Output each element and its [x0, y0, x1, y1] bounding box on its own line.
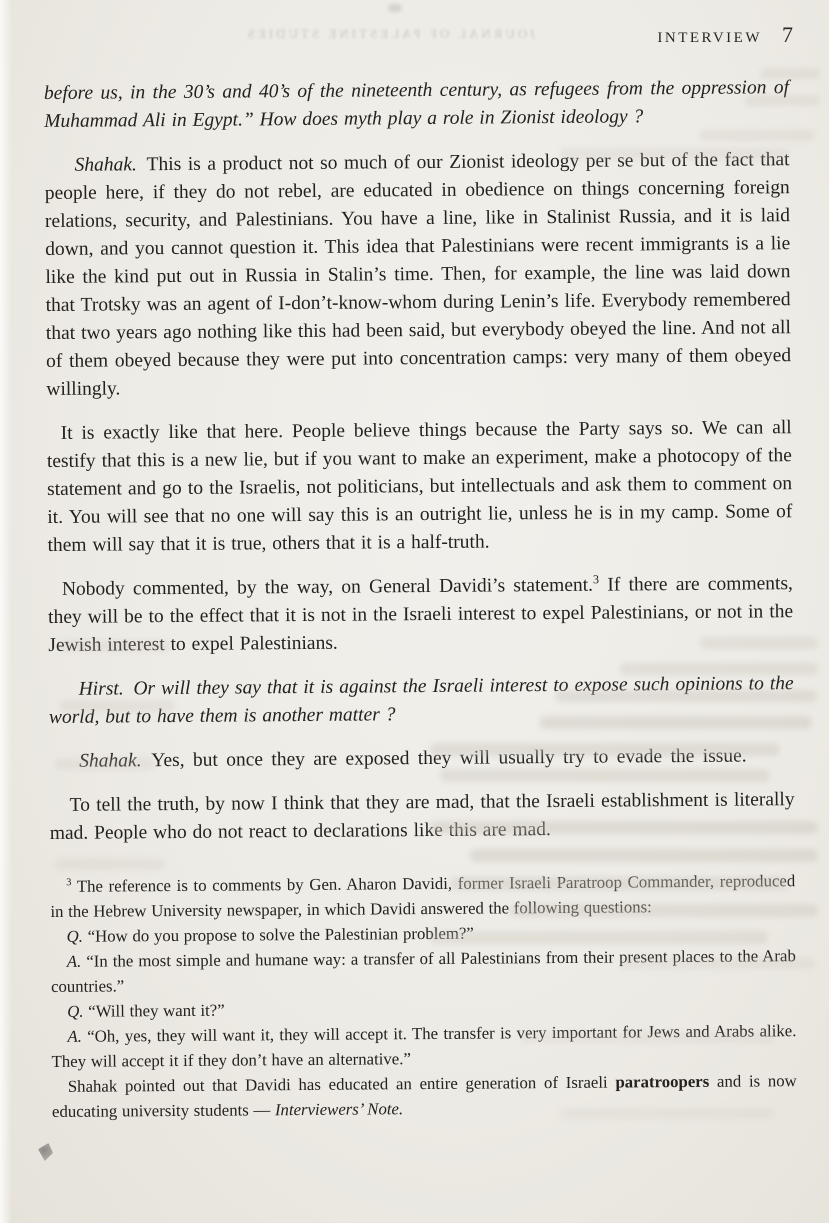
bleedthrough-artifact — [555, 690, 817, 702]
text-segment: Nobody commented, by the way, on General Davidi’s statement. — [61, 574, 594, 600]
text-segment: Shahak pointed out that Davidi has educated an entire generation of Israeli — [67, 1072, 616, 1096]
text-segment: Q. — [67, 1001, 84, 1021]
scan-edge — [0, 0, 12, 1223]
bleedthrough-artifact — [470, 849, 818, 862]
text-segment: This is a product not so much of our Zionist ideology per se but of the fact that people here, if they do not rebel, are educated in obedience on things concerning foreign relations, security, and Palestinians. You have a line, like in Stalinist Russia, and it is laid down, and you cannot question it. This idea that Palestinians were recent immigrants is a lie like the kind put out in Russia in Stalin’s time. Then, for example, the line was laid down that Trotsky was an agent of I-don’t-know-whom during Lenin’s life. Everybody remembered that two years ago nothing like this had been said, but everybody obeyed the line. And not all of them obeyed because they were put into concentration camps: very many of them obeyed willingly. — [44, 149, 792, 401]
text-segment: “In the most simple and humane way: a transfer of all Palestinians from their present places to the Arab countries.” — [50, 946, 796, 996]
bleedthrough-artifact — [55, 758, 155, 770]
running-title: INTERVIEW — [657, 30, 762, 46]
text-segment: “Oh, yes, they will want it, they will accept it. The transfer is very important for Jews and Arabs alike. They will accept it if they don’t have an alternative.” — [51, 1021, 797, 1071]
text-segment: The reference is to comments by Gen. Aharon Davidi, former Israeli Paratroop Commander, reproduced in the Hebrew University newspaper, in which Davidi answered the following questions: — [50, 871, 796, 921]
shahak-answer-1 — [44, 146, 791, 404]
text-segment: Or will they say that it is against the Israeli interest to expose such opinions to the world, but to have them is another matter ? — [48, 673, 794, 728]
bleedthrough-artifact — [560, 148, 790, 160]
footnote-answer-2 — [51, 1018, 796, 1074]
text-segment: To tell the truth, by now I think that they are mad, that the Israeli establishment is literally mad. People who do not react to declarations like this are mad. — [49, 789, 795, 844]
page-number: 7 — [782, 22, 793, 47]
scan-smudge — [388, 4, 402, 12]
text-segment: and is now educating university students — — [51, 1071, 797, 1121]
bleedthrough-artifact — [510, 904, 818, 917]
footnote-answer-1 — [51, 943, 796, 999]
ink-smudge — [38, 1143, 53, 1161]
text-segment: “Will they want it?” — [83, 1000, 225, 1021]
text-segment: A. — [66, 951, 82, 971]
text-segment: A. — [67, 1026, 82, 1046]
bleedthrough-artifact — [520, 1032, 775, 1043]
bleedthrough-artifact — [440, 769, 770, 782]
bleedthrough-artifact — [700, 130, 815, 141]
bleedthrough-artifact — [430, 931, 768, 944]
speaker-label: Shahak. — [79, 750, 142, 772]
interview-body — [44, 74, 795, 848]
bleedthrough-artifact — [620, 663, 818, 675]
bleedthrough-artifact — [620, 958, 815, 969]
bleedthrough-artifact — [745, 95, 820, 106]
shahak-answer-5 — [49, 786, 794, 848]
text-segment: “How do you propose to solve the Palestinian problem?” — [82, 923, 474, 946]
bleedthrough-artifact — [700, 637, 818, 649]
shahak-answer-2 — [47, 414, 793, 560]
text-segment: paratroopers — [615, 1071, 710, 1092]
text-segment: 3 — [592, 572, 600, 587]
bleedthrough-artifact — [540, 716, 812, 729]
speaker-label: Hirst. — [78, 678, 124, 700]
page-header — [657, 22, 793, 48]
text-segment: Yes, but once they are exposed they will usually try to evade the issue. — [151, 745, 747, 772]
text-segment: Q. — [66, 926, 84, 946]
bleedthrough-artifact — [60, 640, 170, 652]
speaker-label: Shahak. — [74, 154, 137, 176]
bleedthrough-artifact — [430, 743, 780, 756]
bleedthrough-verso-header: JOURNAL OF PALESTINE STUDIES — [244, 26, 536, 41]
text-segment: before us, in the 30’s and 40’s of the nineteenth century, as refugees from the oppression of Muhammad Ali in Egypt.” How does myth play a role in Zionist ideology ? — [43, 77, 790, 133]
bleedthrough-artifact — [430, 821, 818, 834]
bleedthrough-artifact — [55, 858, 165, 870]
text-segment: It is exactly like that here. People believe things because the Party says so. We can all testify that this is a new lie, but if you want to make an experiment, make a photocopy of the statement and go to the Israelis, not politicians, but intellectuals and ask them to comment on it. You will see that no one will say this is an outright lie, unless he is in my camp. Some of them will say that it is true, others that it is a half-truth. — [46, 417, 793, 557]
bleedthrough-artifact — [450, 877, 788, 890]
bleedthrough-artifact — [560, 1108, 775, 1119]
bleedthrough-artifact — [760, 68, 820, 79]
text-segment: Interviewers’ Note. — [274, 1099, 404, 1120]
text-segment: 3 — [66, 877, 72, 889]
bleedthrough-artifact — [60, 700, 175, 712]
interviewer-question-continuation — [44, 74, 789, 136]
text-segment: If there are comments, they will be to the effect that it is not in the Israeli interest to expel Palestinians, or not in the Jewish interest to expel Palestinians. — [48, 573, 794, 656]
